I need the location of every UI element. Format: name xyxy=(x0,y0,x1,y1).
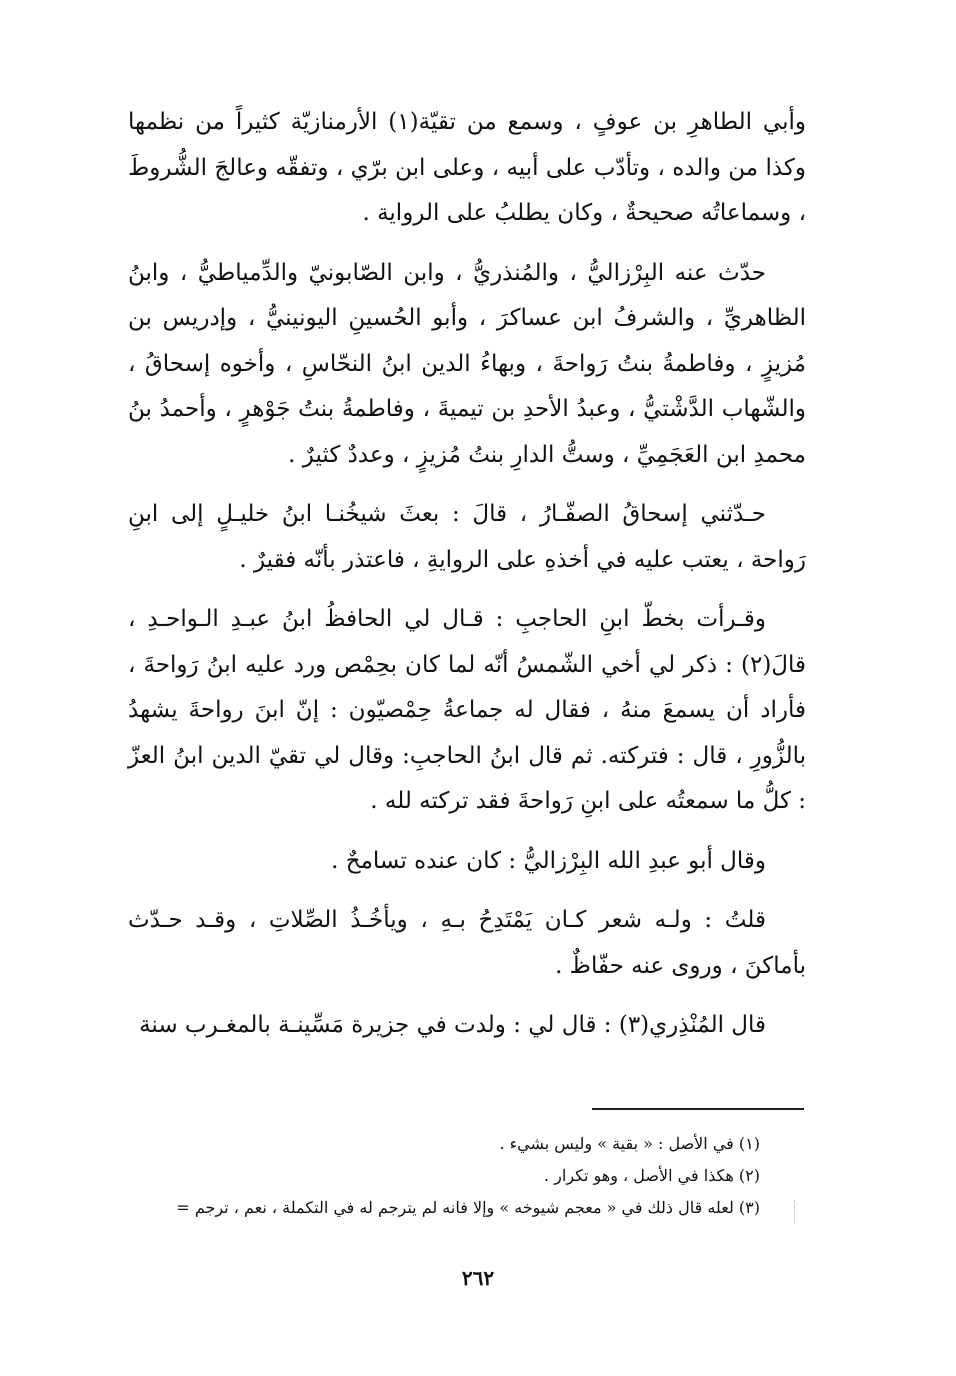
footnote-divider xyxy=(592,1108,804,1110)
paragraph-5: وقال أبو عبدِ الله البِرْزاليُّ : كان عنده تسامحٌ . xyxy=(331,847,766,874)
footnote-2: (٢) هكذا في الأصل ، وهو تكرار . xyxy=(543,1166,760,1185)
main-text xyxy=(128,100,806,1063)
paragraph-1: وأبي الطاهرِ بن عوفٍ ، وسمع من تقيّة(١) الأرمنازيّة كثيراً من نظمها وكذا من والده ، وتأدّب على أبيه ، وعلى ابن برّي ، وتفقّه وعالجَ الشُّروطَ ، وسماعاتُه صحيحةٌ ، وكان يطلبُ على الرواية . xyxy=(128,109,806,226)
paragraph-4: وقـرأت بخطّ ابنِ الحاجبِ : قـال لي الحافظُ ابنُ عبـدِ الـواحـدِ ، قالَ(٢) : ذكر لي أخي الشّمسُ أنّه لما كان بحِمْص ورد عليه ابنُ رَواحةَ ، فأراد أن يسمعَ منهُ ، فقال له جماعةُ حِمْصيّون : إنّ ابنَ رواحةَ يشهدُ بالزُّورِ ، قال : فتركته. ثم قال ابنُ الحاجبِ: وقال لي تقيّ الدين ابنُ العزّ : كلُّ ما سمعتُه على ابنِ رَواحةَ فقد تركته لله . xyxy=(128,606,806,814)
paragraph-6: قلتُ : ولـه شعر كـان يَمْتَدِحُ بـهِ ، ويأخُـذُ الصِّلاتِ ، وقـد حـدّث بأماكنَ ، وروى عنه حفّاظٌ . xyxy=(128,907,806,979)
footnote-3: (٣) لعله قال ذلك في « معجم شيوخه » وإلا فانه لم يترجم له في التكملة ، نعم ، ترجم = xyxy=(176,1198,760,1217)
paragraph-7: قال المُنْذِري(٣) : قال لي : ولدت في جزيرة مَسِّينـة بالمغـرب سنة xyxy=(139,1012,766,1038)
margin-mark xyxy=(794,1200,796,1224)
paragraph-3: حـدّثني إسحاقُ الصفّـارُ ، قالَ : بعثَ شيخُنـا ابنُ خليـلٍ إلى ابنِ رَواحة ، يعتب عليه في أخذهِ على الروايةِ ، فاعتذر بأنّه فقيرٌ . xyxy=(128,501,806,573)
page-number: ٢٦٢ xyxy=(461,1266,495,1290)
footnote-1: (١) في الأصل : « بقية » وليس بشيء . xyxy=(499,1134,760,1153)
paragraph-2: حدّث عنه البِرْزاليُّ ، والمُنذريُّ ، وابن الصّابونيّ والدِّمياطيُّ ، وابنُ الظاهريِّ ، والشرفُ ابن عساكرَ ، وأبو الحُسينِ اليونينيُّ ، وإدريس بن مُزيزٍ ، وفاطمةُ بنتُ رَواحةَ ، وبهاءُ الدين ابنُ النحّاسِ ، وأخوه إسحاقُ ، والشّهاب الدَّشْتيُّ ، وعبدُ الأحدِ بن تيميةَ ، وفاطمةُ بنتُ جَوْهرٍ ، وأحمدُ بنُ محمدِ ابن العَجَمِيِّ ، وستُّ الدارِ بنتُ مُزيزٍ ، وعددٌ كثيرٌ . xyxy=(128,259,806,468)
footnotes xyxy=(110,1128,760,1224)
